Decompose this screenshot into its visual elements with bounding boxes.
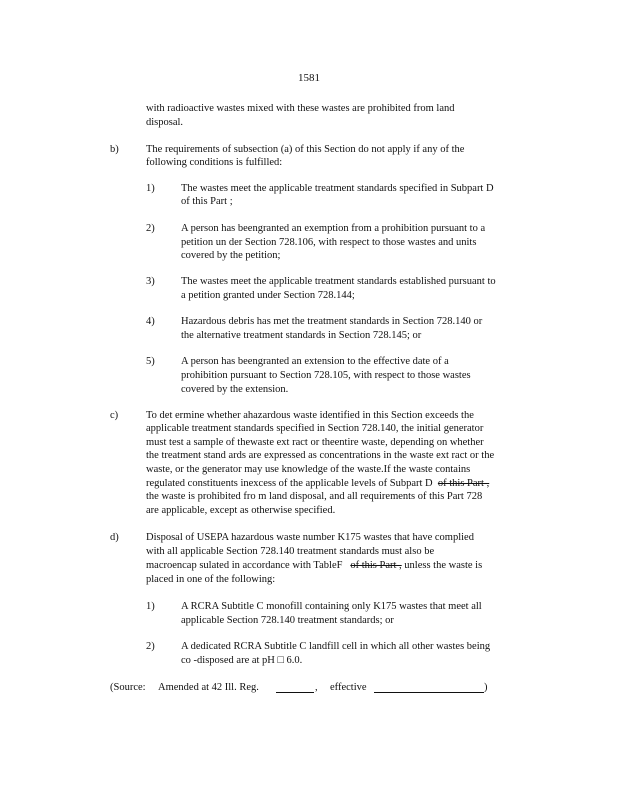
b-item-1-line-2: of this Part ; — [181, 196, 233, 207]
subsection-b-label: b) — [110, 144, 119, 155]
subsection-c-line-4: the treatment stand ards are expressed as concentrations in the waste ext ract or the — [146, 450, 495, 461]
source-open: (Source: — [110, 682, 146, 693]
struck-text: of this Part , — [437, 478, 490, 489]
b-item-4-line-2: the alternative treatment standards in Section 728.145; or — [181, 330, 422, 341]
d-item-1-line-1: A RCRA Subtitle C monofill containing only K175 wastes that meet all — [181, 601, 482, 612]
subsection-c-line-5: waste, or the generator may use knowledge of the waste.If the waste contains — [146, 464, 471, 475]
subsection-d-line-4: placed in one of the following: — [146, 574, 276, 585]
register-page-blank — [276, 682, 314, 693]
subsection-c-line-2: applicable treatment standards specified in Section 728.140, the initial generator — [146, 423, 484, 434]
b-item-4-line-1: Hazardous debris has met the treatment standards in Section 728.140 or — [181, 316, 483, 327]
b-item-1-line-1: The wastes meet the applicable treatment standards specified in Subpart D — [181, 183, 494, 194]
d-item-2-line-2: co -disposed are at pH □ 6.0. — [181, 655, 303, 666]
b-item-5-line-3: covered by the extension. — [181, 384, 289, 395]
subsection-c-line-3: must test a sample of thewaste ext ract or theentire waste, depending on whether — [146, 437, 484, 448]
b-item-2-line-3: covered by the petition; — [181, 250, 281, 261]
subsection-d-label: d) — [110, 532, 119, 543]
subsection-c-line-1: To det ermine whether ahazardous waste identified in this Section exceeds the — [146, 410, 474, 421]
d-item-1-line-2: applicable Section 728.140 treatment standards; or — [181, 615, 394, 626]
effective-date-blank — [374, 682, 484, 693]
subsection-c-line-6 — [146, 477, 489, 490]
source-close: ) — [484, 682, 488, 693]
struck-text: of this Part , — [350, 560, 402, 571]
b-item-3-line-1: The wastes meet the applicable treatment standards established pursuant to — [181, 276, 496, 287]
intro-line-1: with radioactive wastes mixed with these wastes are prohibited from land — [146, 103, 455, 114]
page-number: 1581 — [298, 72, 320, 84]
source-effective: effective — [330, 682, 367, 693]
intro-line-2: disposal. — [146, 117, 184, 128]
d-item-1-number: 1) — [146, 601, 155, 612]
subsection-c-label: c) — [110, 410, 119, 421]
subsection-d-line-3-post: unless the waste is — [404, 560, 483, 571]
b-item-5-line-2: prohibition pursuant to Section 728.105, with respect to those wastes — [181, 370, 471, 381]
b-item-2-line-2: petition un der Section 728.106, with respect to those wastes and units — [181, 237, 477, 248]
b-item-3-line-2: a petition granted under Section 728.144; — [181, 290, 355, 301]
b-item-2-number: 2) — [146, 223, 155, 234]
b-item-5-number: 5) — [146, 356, 155, 367]
source-amended: Amended at 42 Ill. Reg. — [158, 682, 259, 693]
b-item-4-number: 4) — [146, 316, 155, 327]
subsection-c-line-6-text: regulated constituents inexcess of the applicable levels of Subpart D — [146, 478, 433, 489]
subsection-d-line-3-pre: macroencap sulated in accordance with TableF — [146, 560, 343, 571]
subsection-d-line-2: with all applicable Section 728.140 treatment standards must also be — [146, 546, 435, 557]
b-item-5-line-1: A person has beengranted an extension to the effective date of a — [181, 356, 449, 367]
b-item-3-number: 3) — [146, 276, 155, 287]
d-item-2-line-1: A dedicated RCRA Subtitle C landfill cell in which all other wastes being — [181, 641, 491, 652]
subsection-d-line-3 — [146, 559, 482, 572]
subsection-b-line-1: The requirements of subsection (a) of this Section do not apply if any of the — [146, 144, 465, 155]
subsection-c-line-8: are applicable, except as otherwise specified. — [146, 505, 336, 516]
subsection-b-line-2: following conditions is fulfilled: — [146, 157, 283, 168]
source-comma: , — [315, 682, 318, 693]
b-item-1-number: 1) — [146, 183, 155, 194]
subsection-d-line-1: Disposal of USEPA hazardous waste number K175 wastes that have complied — [146, 532, 474, 543]
b-item-2-line-1: A person has beengranted an exemption from a prohibition pursuant to a — [181, 223, 486, 234]
d-item-2-number: 2) — [146, 641, 155, 652]
subsection-c-line-7: the waste is prohibited fro m land disposal, and all requirements of this Part 728 — [146, 491, 483, 502]
